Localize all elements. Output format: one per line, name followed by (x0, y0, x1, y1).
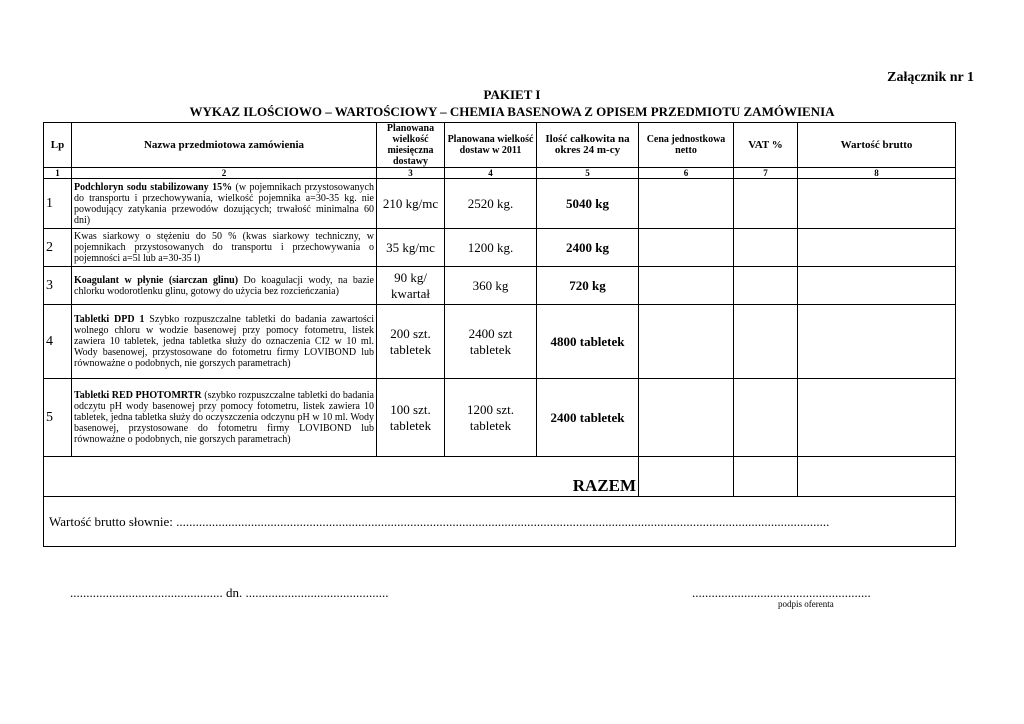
row-lp: 1 (44, 179, 72, 229)
row-gross (798, 229, 956, 267)
row-monthly: 90 kg/ kwartał (377, 267, 445, 305)
words-row (44, 497, 956, 547)
signature-line: ....................................................... (692, 585, 871, 600)
header-row (44, 123, 956, 168)
row-monthly: 210 kg/mc (377, 179, 445, 229)
row-total: 2400 kg (537, 229, 639, 267)
column-number: 5 (537, 168, 639, 179)
table-row (44, 267, 956, 305)
row-lp: 4 (44, 305, 72, 379)
row-unit-price (639, 379, 734, 457)
row-lp: 2 (44, 229, 72, 267)
table-row (44, 229, 956, 267)
row-description (72, 267, 377, 305)
total-gross (798, 457, 956, 497)
row-unit-price (639, 229, 734, 267)
header-vat: VAT % (734, 123, 798, 168)
row-description (72, 379, 377, 457)
column-number: 2 (72, 168, 377, 179)
row-total: 5040 kg (537, 179, 639, 229)
row-total: 720 kg (537, 267, 639, 305)
column-number: 6 (639, 168, 734, 179)
row-planned: 1200 kg. (445, 229, 537, 267)
row-gross (798, 379, 956, 457)
row-name-rest: (w pojemnikach przystosowanych do transportu i przechowywania, wielkość pojemnika a=30-35 kg. nie powodujący zatykania przewodów dozujących; trwałość minimalna 60 dni) (74, 181, 374, 226)
row-planned: 1200 szt. tabletek (445, 379, 537, 457)
row-lp: 5 (44, 379, 72, 457)
row-unit-price (639, 267, 734, 305)
row-name-bold: Podchloryn sodu stabilizowany 15% (74, 181, 233, 193)
row-monthly: 35 kg/mc (377, 229, 445, 267)
row-planned: 2400 szt tabletek (445, 305, 537, 379)
order-table (43, 122, 956, 547)
row-vat (734, 179, 798, 229)
total-label: RAZEM (44, 457, 639, 497)
row-name-rest: (szybko rozpuszczalne tabletki do badania odczytu pH wody basenowej przy pomocy fotometru, listek zawiera 10 tabletek, jedna tabletka służy do oczyszczenia odczynu pH w 10 ml. Wody basenowej, przystosowane do fotometru firmy LOVIBOND lub równoważne o podobnych, nie gorszych parametrach) (74, 390, 374, 445)
column-number: 3 (377, 168, 445, 179)
table-row (44, 379, 956, 457)
row-vat (734, 229, 798, 267)
column-number: 7 (734, 168, 798, 179)
signature-label: podpis oferenta (778, 599, 834, 609)
place-date-line: ............................................... dn. ............................................ (70, 585, 389, 600)
row-name-bold: Tabletki DPD 1 (74, 314, 145, 325)
row-gross (798, 179, 956, 229)
row-gross (798, 267, 956, 305)
row-description (72, 179, 377, 229)
row-name-rest: Do koagulacji wody, na bazie chlorku wodorotlenku glinu, gotowy do użycia bez rozcieńczania) (74, 274, 374, 297)
row-monthly: 100 szt. tabletek (377, 379, 445, 457)
row-planned: 2520 kg. (445, 179, 537, 229)
gross-value-in-words: Wartość brutto słownie: ......................................................................................................................................................................................................... (44, 497, 956, 547)
row-gross (798, 305, 956, 379)
list-title: WYKAZ ILOŚCIOWO – WARTOŚCIOWY – CHEMIA BASENOWA Z OPISEM PRZEDMIOTU ZAMÓWIENIA (189, 104, 835, 119)
total-vat (734, 457, 798, 497)
row-total: 4800 tabletek (537, 305, 639, 379)
row-planned: 360 kg (445, 267, 537, 305)
row-name-bold: Tabletki RED PHOTOMRTR (74, 390, 202, 401)
row-vat (734, 379, 798, 457)
row-monthly: 200 szt. tabletek (377, 305, 445, 379)
row-unit-price (639, 305, 734, 379)
package-title: PAKIET I (483, 87, 541, 102)
row-vat (734, 267, 798, 305)
column-number: 4 (445, 168, 537, 179)
table-row (44, 305, 956, 379)
column-number: 1 (44, 168, 72, 179)
row-total: 2400 tabletek (537, 379, 639, 457)
header-planned: Planowana wielkość dostaw w 2011 (445, 123, 537, 168)
column-number-row (44, 168, 956, 179)
row-unit-price (639, 179, 734, 229)
row-description (72, 229, 377, 267)
header-name: Nazwa przedmiotowa zamówienia (72, 123, 377, 168)
column-number: 8 (798, 168, 956, 179)
header-gross: Wartość brutto (798, 123, 956, 168)
annex-label: Załącznik nr 1 (887, 70, 974, 85)
row-description (72, 305, 377, 379)
row-lp: 3 (44, 267, 72, 305)
header-lp: Lp (44, 123, 72, 168)
header-monthly: Planowana wielkość miesięczna dostawy (377, 123, 445, 168)
table-row (44, 179, 956, 229)
row-name-rest: Kwas siarkowy o stężeniu do 50 % (kwas siarkowy techniczny, w pojemnikach przystosowanych do transportu i przechowywania o pojemności a=5l lub a=30-35 l) (74, 231, 374, 264)
total-unit-price (639, 457, 734, 497)
header-total: Ilość całkowita na okres 24 m-cy (537, 123, 639, 168)
total-row (44, 457, 956, 497)
row-name-rest: Szybko rozpuszczalne tabletki do badania zawartości wolnego chloru w wodzie basenowej przy pomocy fotometru, listek zawiera 10 tabletek, jedna tabletka służy do oznaczenia CI2 w 10 ml. Wody basenowej, przystosowane do fotometru firmy LOVIBOND lub równoważne o podobnych, nie gorszych parametrach) (74, 314, 374, 369)
row-name-bold: Koagulant w płynie (siarczan glinu) (74, 274, 239, 286)
row-vat (734, 305, 798, 379)
header-unit-price: Cena jednostkowa netto (639, 123, 734, 168)
